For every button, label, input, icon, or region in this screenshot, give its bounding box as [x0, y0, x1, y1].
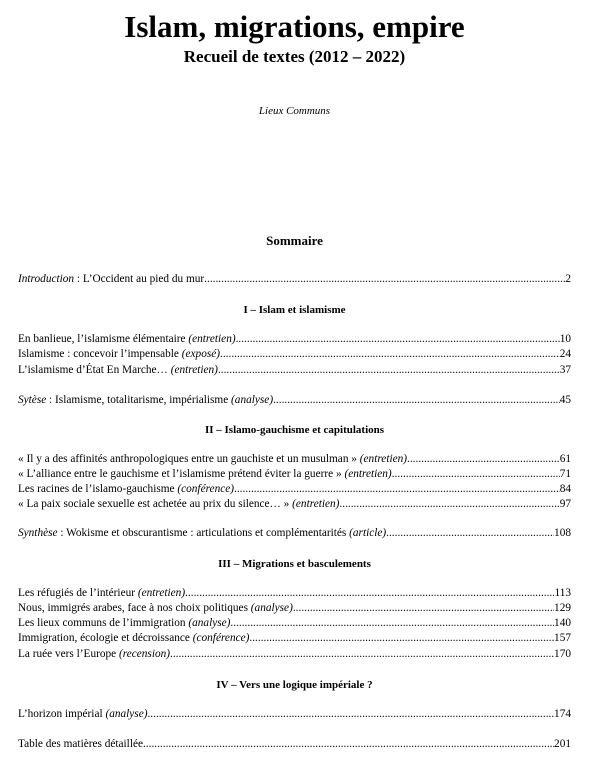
toc-entry-title: Table des matières détaillée: [18, 738, 143, 750]
toc-entry-title: Islamisme, totalitarisme, impérialisme: [55, 394, 232, 406]
toc-entry-tag: (analyse): [250, 602, 293, 614]
toc-entry-page: 84: [559, 483, 571, 495]
toc-entry-title: Wokisme et obscurantisme : articulations et complémentarités: [66, 527, 350, 539]
toc-entry-page: 140: [554, 617, 571, 629]
toc-entry-page: 2: [565, 273, 571, 285]
toc-entry[interactable]: [18, 600, 571, 616]
dot-leader: [204, 271, 565, 287]
toc-entry-title: Islamisme : concevoir l’impensable: [18, 348, 182, 360]
toc-entry[interactable]: [18, 392, 571, 408]
toc-entry-title: L’islamisme d’État En Marche…: [18, 364, 171, 376]
toc-entry-tag: (entretien): [359, 453, 408, 465]
toc-entry-tag: (analyse): [105, 708, 148, 720]
toc-entry-tag: (exposé): [181, 348, 221, 360]
toc-entry-lead: Synthèse: [18, 527, 58, 539]
toc-entry[interactable]: [18, 331, 571, 347]
toc-entry-lead: Introduction: [18, 273, 75, 285]
toc-entry-title: Immigration, écologie et décroissance: [18, 632, 193, 644]
dot-leader: [234, 481, 560, 497]
toc-entry-tag: (entretien): [188, 333, 236, 345]
toc-entry-sep: :: [74, 273, 83, 285]
toc-entry-tag: (conférence): [192, 632, 250, 644]
dot-leader: [143, 736, 554, 752]
section-heading-1: I – Islam et islamisme: [243, 304, 346, 316]
dot-leader: [407, 451, 560, 467]
book-subtitle: Recueil de textes (2012 – 2022): [183, 47, 406, 66]
toc-entry-page: 174: [554, 708, 571, 720]
toc-entry[interactable]: [18, 646, 571, 662]
dot-leader: [185, 585, 554, 601]
author-name: Lieux Communs: [258, 105, 331, 117]
section-heading-3: III – Migrations et basculements: [218, 558, 371, 570]
dot-leader: [339, 496, 559, 512]
toc-entry-tag: (entretien): [137, 587, 186, 599]
toc-entry[interactable]: [18, 585, 571, 601]
toc-entry-tag: (analyse): [188, 617, 231, 629]
toc-entry-page: 201: [554, 738, 571, 750]
book-title: Islam, migrations, empire: [124, 9, 465, 44]
toc-entry-title: L’horizon impérial: [18, 708, 106, 720]
section-heading-4: IV – Vers une logique impériale ?: [216, 679, 373, 691]
toc-entry-page: 157: [554, 632, 571, 644]
toc-entry-title: La ruée vers l’Europe: [18, 648, 119, 660]
toc-entry-page: 37: [559, 364, 571, 376]
toc-entry-page: 170: [554, 648, 571, 660]
sommaire-heading: Sommaire: [266, 233, 323, 248]
toc-entry[interactable]: [18, 451, 571, 467]
dot-leader: [386, 525, 554, 541]
dot-leader: [392, 466, 560, 482]
toc-entry-title: « La paix sociale sexuelle est achetée au prix du silence… »: [18, 498, 293, 510]
toc-entry-tag: (analyse): [231, 394, 274, 406]
toc-entry-page: 61: [559, 453, 571, 465]
dot-leader: [220, 346, 560, 362]
toc-entry-sep: :: [57, 527, 67, 539]
toc-entry-title: Les lieux communs de l’immigration: [18, 617, 189, 629]
toc-entry[interactable]: [18, 525, 571, 541]
toc-entry-lead: Sytèse: [18, 394, 47, 406]
toc-entry-title: « Il y a des affinités anthropologiques entre un gauchiste et un musulman »: [18, 453, 360, 465]
toc-entry-title: En banlieue, l’islamisme élémentaire: [18, 333, 189, 345]
toc-entry-tag: (article): [349, 527, 387, 539]
toc-entry-title: Nous, immigrés arabes, face à nos choix politiques: [18, 602, 251, 614]
dot-leader: [147, 706, 554, 722]
toc-entry[interactable]: [18, 271, 571, 287]
toc-entry[interactable]: [18, 615, 571, 631]
dot-leader: [170, 646, 554, 662]
toc-entry-page: 113: [554, 587, 571, 599]
toc-entry-tag: (entretien): [292, 498, 340, 510]
toc-entry-page: 71: [559, 468, 571, 480]
toc-entry-title: « L’alliance entre le gauchisme et l’islamisme prétend éviter la guerre »: [18, 468, 345, 480]
toc-entry-tag: (entretien): [344, 468, 392, 480]
dot-leader: [273, 392, 560, 408]
toc-entry[interactable]: [18, 346, 571, 362]
toc-entry-tag: (conférence): [177, 483, 235, 495]
dot-leader: [293, 600, 554, 616]
dot-leader: [249, 630, 554, 646]
toc-entry-title: Les racines de l’islamo-gauchisme: [18, 483, 178, 495]
toc-entry[interactable]: [18, 362, 571, 378]
toc-entry-sep: :: [46, 394, 56, 406]
toc-entry-title: Les réfugiés de l’intérieur: [18, 587, 138, 599]
toc-entry-page: 10: [559, 333, 571, 345]
toc-entry-page: 129: [554, 602, 571, 614]
toc-entry-page: 24: [559, 348, 571, 360]
toc-entry[interactable]: [18, 630, 571, 646]
toc-entry-tag: (entretien): [170, 364, 218, 376]
toc-entry[interactable]: [18, 466, 571, 482]
toc-entry-page: 108: [554, 527, 571, 539]
toc-entry-page: 97: [559, 498, 571, 510]
toc-entry[interactable]: [18, 736, 571, 752]
dot-leader: [218, 362, 560, 378]
toc-entry-title: L’Occident au pied du mur: [82, 273, 205, 285]
toc-entry[interactable]: [18, 496, 571, 512]
toc-entry[interactable]: [18, 706, 571, 722]
toc-entry-page: 45: [559, 394, 571, 406]
toc-entry[interactable]: [18, 481, 571, 497]
section-heading-2: II – Islamo-gauchisme et capitulations: [204, 424, 385, 436]
dot-leader: [230, 615, 554, 631]
dot-leader: [236, 331, 560, 347]
toc-entry-tag: (recension): [119, 648, 171, 660]
